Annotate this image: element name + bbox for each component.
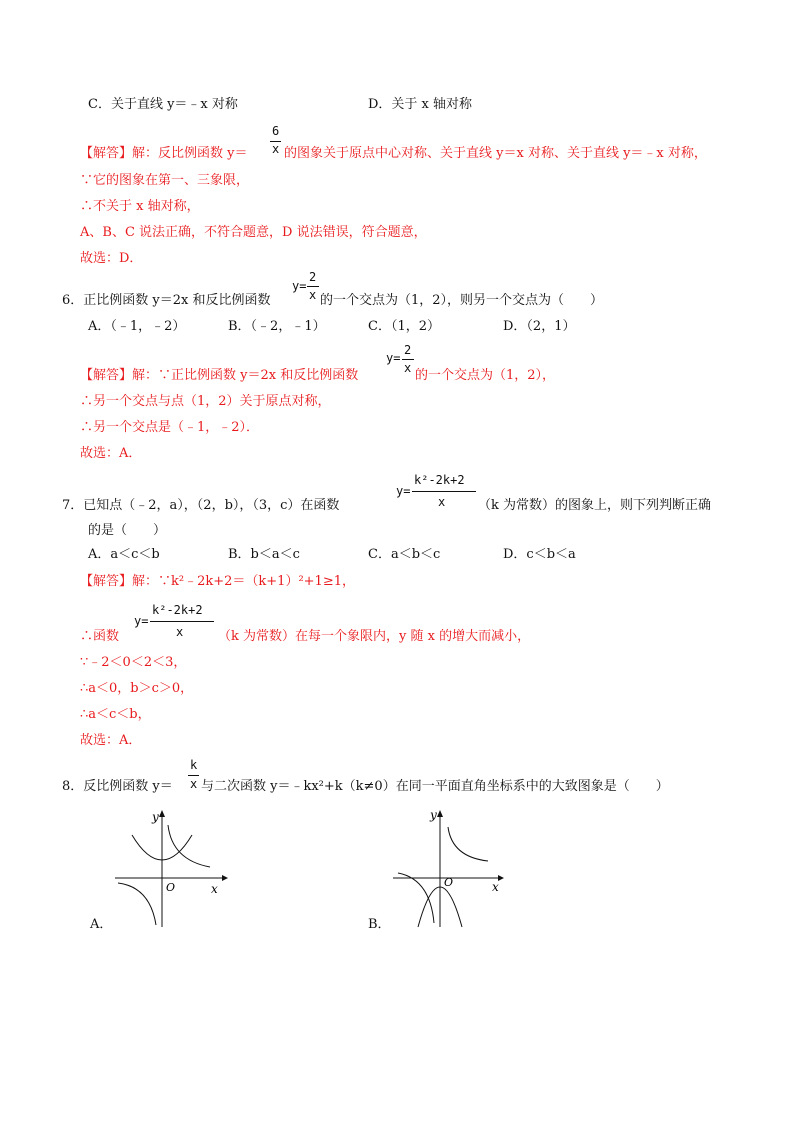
q6-stem-pre: 6．正比例函数 y＝2x 和反比例函数 — [62, 293, 271, 308]
graph-b-hyperbola-q1 — [448, 827, 488, 861]
q7-answer-line4: ∴a＜0，b＞c＞0， — [80, 681, 194, 696]
q6-option-a: A．（﹣1，﹣2） — [88, 319, 186, 334]
q6-answer-line1-pre: 【解答】解：∵正比例函数 y＝2x 和反比例函数 — [80, 368, 359, 383]
q6-ans-frac-lhs: y= — [386, 351, 401, 365]
q7-ans-frac-denominator: x — [176, 625, 184, 639]
q7-frac-bar — [412, 491, 476, 492]
q7-ans-frac-lhs: y= — [134, 614, 149, 628]
q5-option-d: D．关于 x 轴对称 — [368, 97, 473, 112]
q8-frac-numerator: k — [190, 758, 198, 772]
q8-frac-denominator: x — [190, 777, 198, 791]
q5-option-c: C．关于直线 y＝﹣x 对称 — [88, 97, 238, 112]
graph-b-origin-label: O — [444, 876, 454, 889]
q6-answer-line4: 故选：A． — [80, 446, 142, 461]
q6-stem-post: 的一个交点为（1，2），则另一个交点为（ ） — [320, 293, 604, 308]
q7-answer-line2-pre: ∴函数 — [80, 629, 120, 644]
q5-answer-line1-post: 的图象关于原点中心对称、关于直线 y＝x 对称、关于直线 y＝﹣x 对称， — [284, 146, 707, 161]
q8-stem-post: 与二次函数 y＝﹣kx²+k（k≠0）在同一平面直角坐标系中的大致图象是（ ） — [201, 779, 669, 794]
q6-option-d: D．（2，1） — [503, 319, 576, 334]
q7-ans-frac-bar — [150, 621, 214, 622]
q6-answer-line2: ∴另一个交点与点（1，2）关于原点对称， — [80, 394, 331, 409]
q7-answer-line2-post: （k 为常数）在每一个象限内，y 随 x 的增大而减小， — [218, 629, 531, 644]
graph-a — [110, 805, 230, 930]
q5-answer-line1-pre: 【解答】解：反比例函数 y＝ — [80, 146, 248, 161]
q6-answer-line1-post: 的一个交点为（1，2）， — [415, 368, 556, 383]
q7-answer-line3: ∵﹣2＜0＜2＜3， — [80, 655, 187, 670]
q7-stem-pre: 7．已知点（﹣2，a），（2，b），（3，c）在函数 — [62, 498, 340, 513]
graph-b-y-arrow — [437, 810, 443, 817]
graph-a-y-arrow — [159, 810, 165, 817]
q8-stem-pre: 8．反比例函数 y＝ — [62, 779, 173, 794]
graph-b-x-arrow — [498, 875, 504, 881]
q7-frac-denominator: x — [438, 495, 446, 509]
q6-answer-line3: ∴另一个交点是（﹣1，﹣2）． — [80, 420, 260, 435]
graph-b-label: B． — [368, 917, 391, 932]
q7-frac-lhs: y= — [396, 484, 411, 498]
q7-answer-line1: 【解答】解：∵k²﹣2k+2＝（k+1）²+1≥1， — [80, 574, 355, 589]
graph-b-y-label: y — [430, 808, 437, 822]
q6-ans-frac-denominator: x — [404, 361, 412, 375]
graph-b-x-label: x — [492, 880, 499, 894]
q6-frac-bar — [307, 286, 319, 287]
graph-a-x-arrow — [222, 875, 228, 881]
q7-option-d: D．c＜b＜a — [503, 547, 576, 562]
q5-frac-numerator: 6 — [272, 124, 280, 138]
q8-frac-bar — [188, 775, 199, 776]
graph-a-origin-label: O — [166, 881, 176, 894]
q5-frac-denominator: x — [272, 142, 280, 156]
q7-ans-frac-numerator: k²-2k+2 — [152, 603, 203, 617]
q7-answer-line5: ∴a＜c＜b， — [80, 707, 151, 722]
graph-a-x-label: x — [211, 882, 218, 896]
graph-a-y-label: y — [152, 810, 159, 824]
q7-option-b: B．b＜a＜c — [228, 547, 300, 562]
q6-option-c: C．（1，2） — [368, 319, 440, 334]
q6-frac-lhs: y= — [292, 279, 307, 293]
q7-answer-line6: 故选：A． — [80, 733, 142, 748]
graph-a-hyperbola-q3 — [118, 883, 156, 925]
graph-b — [388, 805, 508, 930]
q7-option-a: A．a＜c＜b — [88, 547, 160, 562]
q7-stem-post: （k 为常数）的图象上，则下列判断正确 — [478, 498, 712, 513]
q7-frac-numerator: k²-2k+2 — [414, 473, 465, 487]
graph-a-label: A． — [90, 917, 113, 932]
graph-a-hyperbola-q1 — [168, 825, 210, 867]
q6-option-b: B．（﹣2，﹣1） — [228, 319, 326, 334]
q5-answer-line3: ∴不关于 x 轴对称， — [80, 199, 200, 214]
q6-frac-numerator: 2 — [309, 270, 317, 284]
q6-ans-frac-numerator: 2 — [404, 343, 412, 357]
q5-answer-line4: A、B、C 说法正确，不符合题意，D 说法错误，符合题意， — [80, 225, 427, 240]
q5-answer-line2: ∵它的图象在第一、三象限， — [80, 173, 250, 188]
q7-stem-line2: 的是（ ） — [88, 523, 167, 538]
q5-answer-line5: 故选：D． — [80, 251, 143, 266]
q6-ans-frac-bar — [402, 359, 414, 360]
q6-frac-denominator: x — [309, 288, 317, 302]
q7-option-c: C．a＜b＜c — [368, 547, 441, 562]
